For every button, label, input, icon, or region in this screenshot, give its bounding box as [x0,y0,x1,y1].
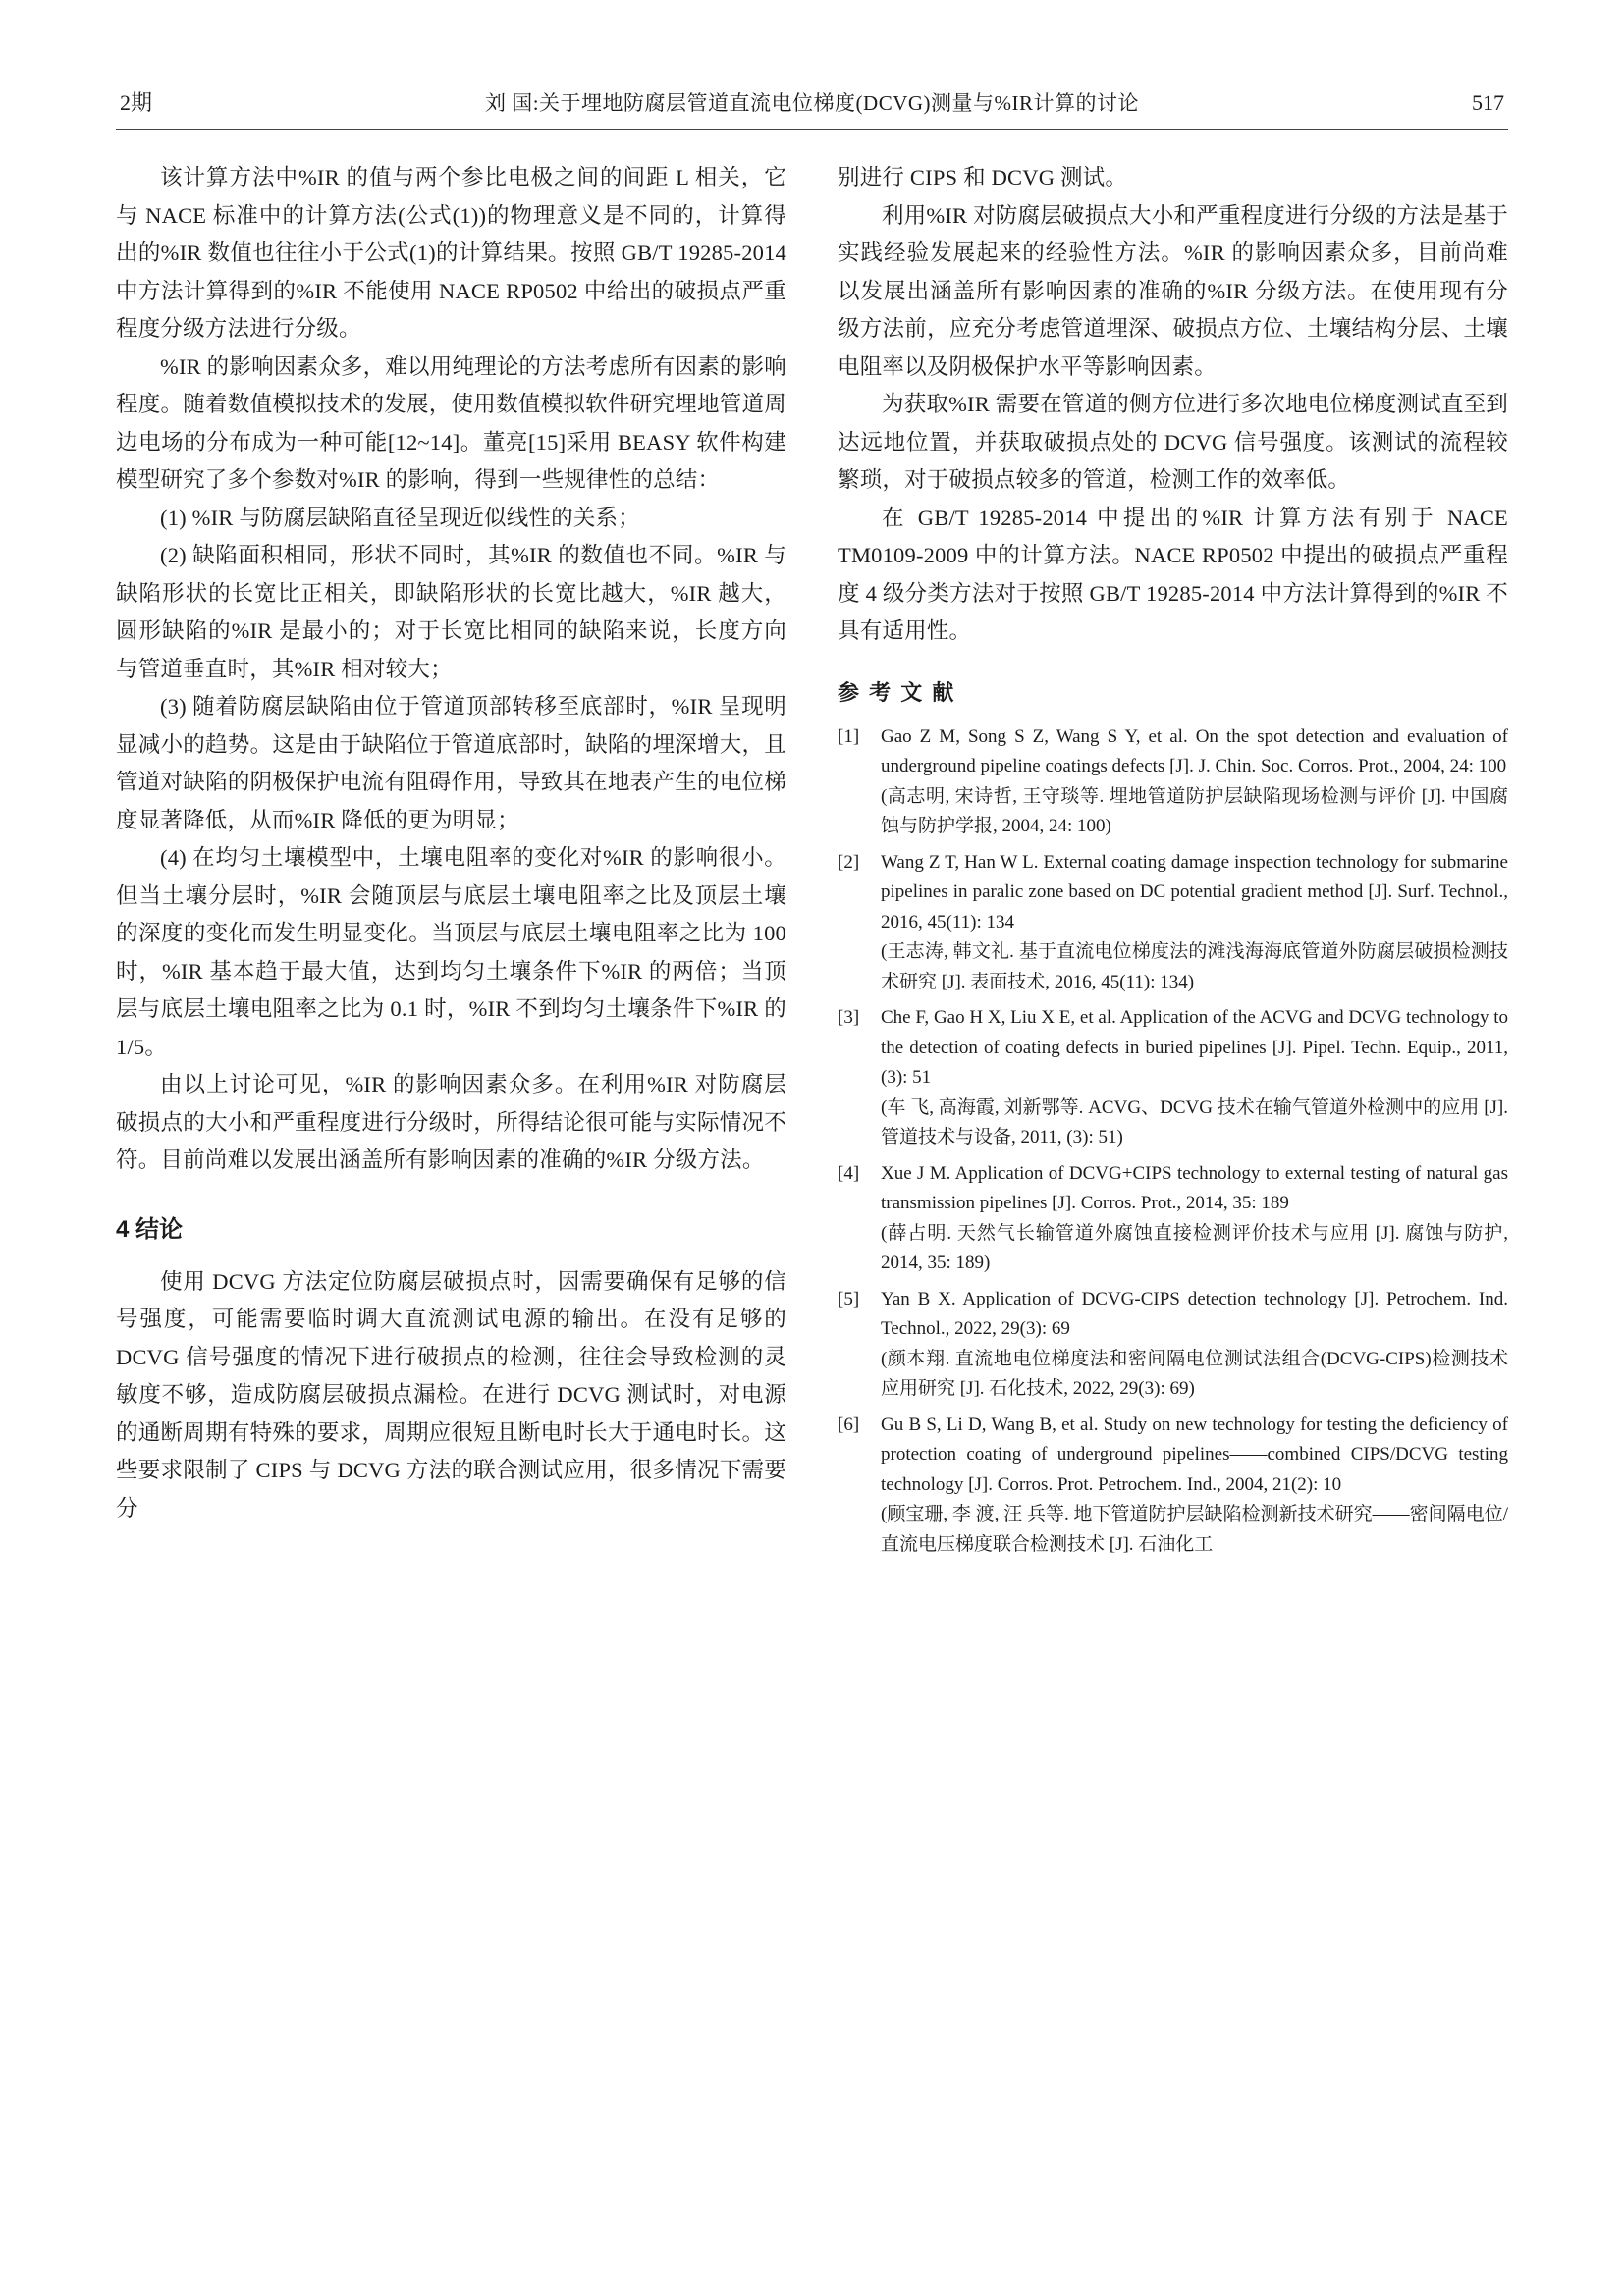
reference-chinese: (车 飞, 高海霞, 刘新鄂等. ACVG、DCVG 技术在输气管道外检测中的应用 [J]. 管道技术与设备, 2011, (3): 51) [881,1096,1508,1148]
running-head [116,86,1508,130]
reference-english: Wang Z T, Han W L. External coating damage inspection technology for submarine pipelines in paralic zone based on DC potential gradient method [J]. Surf. Technol., 2016, 45(11): 134 [881,851,1508,933]
reference-chinese: (颜本翔. 直流地电位梯度法和密间隔电位测试法组合(DCVG-CIPS)检测技术应用研究 [J]. 石化技术, 2022, 29(3): 69) [881,1348,1508,1399]
list-item-paragraph: (2) 缺陷面积相同，形状不同时，其%IR 的数值也不同。%IR 与缺陷形状的长宽比正相关，即缺陷形状的长宽比越大，%IR 越大，圆形缺陷的%IR 是最小的；对于长宽比相同的缺陷来说，长度方向与管道垂直时，其%IR 相对较大； [116,543,786,681]
list-item-paragraph: (1) %IR 与防腐层缺陷直径呈现近似线性的关系； [160,505,640,530]
section-heading-conclusion: 4 结论 [116,1215,184,1243]
reference-label: [6] [838,1414,860,1435]
paragraph-continuation: 别进行 CIPS 和 DCVG 测试。 [838,165,1128,189]
paragraph: 由以上讨论可见，%IR 的影响因素众多。在利用%IR 对防腐层破损点的大小和严重程度进行分级时，所得结论很可能与实际情况不符。目前尚难以发展出涵盖所有影响因素的准确的%IR 分级方法。 [116,1072,786,1172]
paragraph: 使用 DCVG 方法定位防腐层破损点时，因需要确保有足够的信号强度，可能需要临时调大直流测试电源的输出。在没有足够的 DCVG 信号强度的情况下进行破损点的检测，往往会导致检测的灵敏度不够，造成防腐层破损点漏检。在进行 DCVG 测试时，对电源的通断周期有特殊的要求，周期应很短且断电时长大于通电时长。这些要求限制了 CIPS 与 DCVG 方法的联合测试应用，很多情况下需要分 [116,1268,786,1521]
reference-chinese: (薛占明. 天然气长输管道外腐蚀直接检测评价技术与应用 [J]. 腐蚀与防护, 2014, 35: 189) [881,1222,1508,1273]
reference-item [838,1003,1508,1153]
reference-item [838,1285,1508,1405]
two-column-body [116,159,1508,1566]
reference-body [881,722,1508,842]
reference-chinese: (高志明, 宋诗哲, 王守琰等. 埋地管道防护层缺陷现场检测与评价 [J]. 中国腐蚀与防护学报, 2004, 24: 100) [881,785,1508,836]
running-title: 刘 国:关于埋地防腐层管道直流电位梯度(DCVG)测量与%IR计算的讨论 [484,91,1140,115]
reference-english: Gao Z M, Song S Z, Wang S Y, et al. On the spot detection and evaluation of underground pipeline coatings defects [J]. J. Chin. Soc. Corros. Prot., 2004, 24: 100 [881,725,1508,776]
list-item-paragraph: (3) 随着防腐层缺陷由位于管道顶部转移至底部时，%IR 呈现明显减小的趋势。这是由于缺陷位于管道底部时，缺陷的埋深增大，且管道对缺陷的阴极保护电流有阻碍作用，导致其在地表产生的电位梯度显著降低，从而%IR 降低的更为明显； [116,694,786,832]
reference-chinese: (王志涛, 韩文礼. 基于直流电位梯度法的滩浅海海底管道外防腐层破损检测技术研究 [J]. 表面技术, 2016, 45(11): 134) [881,941,1508,992]
reference-item [838,1159,1508,1279]
page-number: 517 [1472,90,1504,115]
reference-label: [5] [838,1288,860,1309]
left-column [116,159,786,1566]
paragraph: 为获取%IR 需要在管道的侧方位进行多次地电位梯度测试直至到达远地位置，并获取破损点处的 DCVG 信号强度。该测试的流程较繁琐，对于破损点较多的管道，检测工作的效率低。 [838,392,1508,492]
issue-label: 2期 [120,90,153,115]
reference-label: [1] [838,725,860,747]
reference-body [881,1285,1508,1405]
reference-body [881,1003,1508,1153]
paragraph: %IR 的影响因素众多，难以用纯理论的方法考虑所有因素的影响程度。随着数值模拟技术的发展，使用数值模拟软件研究埋地管道周边电场的分布成为一种可能[12~14]。董亮[15]采用 BEASY 软件构建模型研究了多个参数对%IR 的影响，得到一些规律性的总结： [116,353,786,492]
reference-body [881,1411,1508,1561]
reference-english: Gu B S, Li D, Wang B, et al. Study on new technology for testing the deficiency of protection coating of underground pipelines——combined CIPS/DCVG testing technology [J]. Corros. Prot. Petrochem. Ind., 2004, 21(2): 10 [881,1414,1508,1495]
list-item-paragraph: (4) 在均匀土壤模型中，土壤电阻率的变化对%IR 的影响很小。但当土壤分层时，%IR 会随顶层与底层土壤电阻率之比及顶层土壤的深度的变化而发生明显变化。当顶层与底层土壤电阻率之比为 100 时，%IR 基本趋于最大值，达到均匀土壤条件下%IR 的两倍；当顶层与底层土壤电阻率之比为 0.1 时，%IR 不到均匀土壤条件下%IR 的 1/5。 [116,845,786,1059]
paragraph: 该计算方法中%IR 的值与两个参比电极之间的间距 L 相关，它与 NACE 标准中的计算方法(公式(1))的物理意义是不同的，计算得出的%IR 数值也往往小于公式(1)的计算结果。按照 GB/T 19285-2014 中方法计算得到的%IR 不能使用 NACE RP0502 中给出的破损点严重程度分级方法进行分级。 [116,165,786,341]
paragraph: 利用%IR 对防腐层破损点大小和严重程度进行分级的方法是基于实践经验发展起来的经验性方法。%IR 的影响因素众多，目前尚难以发展出涵盖所有影响因素的准确的%IR 分级方法。在使用现有分级方法前，应充分考虑管道埋深、破损点方位、土壤结构分层、土壤电阻率以及阴极保护水平等影响因素。 [838,202,1508,379]
reference-english: Yan B X. Application of DCVG-CIPS detection technology [J]. Petrochem. Ind. Technol., 2022, 29(3): 69 [881,1288,1508,1339]
reference-item [838,722,1508,842]
reference-english: Che F, Gao H X, Liu X E, et al. Application of the ACVG and DCVG technology to the detection of coating defects in buried pipelines [J]. Pipel. Techn. Equip., 2011, (3): 51 [881,1007,1508,1088]
paragraph: 在 GB/T 19285-2014 中提出的%IR 计算方法有别于 NACE TM0109-2009 中的计算方法。NACE RP0502 中提出的破损点严重程度 4 级分类方法对于按照 GB/T 19285-2014 中方法计算得到的%IR 不具有适用性。 [838,505,1508,643]
reference-chinese: (顾宝珊, 李 渡, 汪 兵等. 地下管道防护层缺陷检测新技术研究——密间隔电位/直流电压梯度联合检测技术 [J]. 石油化工 [881,1504,1508,1555]
reference-body [881,1159,1508,1279]
references-heading: 参 考 文 献 [838,679,956,705]
reference-label: [2] [838,851,860,873]
reference-english: Xue J M. Application of DCVG+CIPS technology to external testing of natural gas transmission pipelines [J]. Corros. Prot., 2014, 35: 189 [881,1162,1508,1213]
reference-item [838,1411,1508,1561]
reference-label: [3] [838,1007,860,1028]
reference-item [838,848,1508,998]
reference-body [881,848,1508,998]
right-column [838,159,1508,1566]
reference-label: [4] [838,1162,860,1184]
